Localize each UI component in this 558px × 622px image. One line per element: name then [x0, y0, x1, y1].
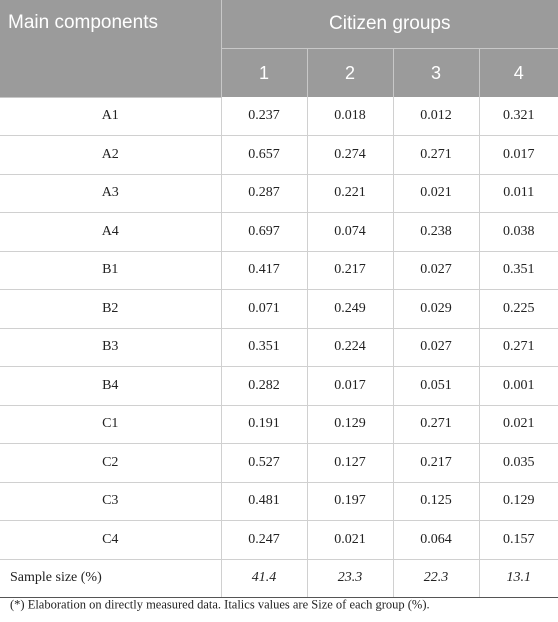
row-label: B2 — [0, 290, 221, 329]
table-cell: 0.237 — [221, 97, 307, 136]
row-label: B4 — [0, 367, 221, 406]
table-cell: 0.274 — [307, 136, 393, 175]
table-cell: 0.224 — [307, 328, 393, 367]
sample-size-value: 41.4 — [221, 559, 307, 598]
table-cell: 0.127 — [307, 444, 393, 483]
table-row — [0, 328, 558, 367]
row-label: B3 — [0, 328, 221, 367]
table-cell: 0.249 — [307, 290, 393, 329]
table-cell: 0.021 — [307, 521, 393, 560]
table-row — [0, 174, 558, 213]
main-components-header: Main components — [0, 0, 221, 97]
table-header — [0, 0, 558, 97]
table-cell: 0.038 — [479, 213, 558, 252]
table-cell: 0.271 — [393, 136, 479, 175]
group-4-header: 4 — [479, 49, 558, 98]
sample-size-row — [0, 559, 558, 598]
table-cell: 0.197 — [307, 482, 393, 521]
citizen-groups-header: Citizen groups — [221, 0, 558, 49]
table-cell: 0.527 — [221, 444, 307, 483]
table-cell: 0.027 — [393, 328, 479, 367]
table-cell: 0.012 — [393, 97, 479, 136]
group-2-header: 2 — [307, 49, 393, 98]
table-cell: 0.221 — [307, 174, 393, 213]
group-3-header: 3 — [393, 49, 479, 98]
table-cell: 0.051 — [393, 367, 479, 406]
sample-size-value: 22.3 — [393, 559, 479, 598]
sample-size-label: Sample size (%) — [0, 559, 221, 598]
table-row — [0, 482, 558, 521]
row-label: A1 — [0, 97, 221, 136]
row-label: A4 — [0, 213, 221, 252]
table-cell: 0.217 — [307, 251, 393, 290]
table-cell: 0.238 — [393, 213, 479, 252]
table-row — [0, 367, 558, 406]
table-cell: 0.129 — [479, 482, 558, 521]
table-cell: 0.027 — [393, 251, 479, 290]
table-cell: 0.282 — [221, 367, 307, 406]
table-row — [0, 97, 558, 136]
sample-size-value: 23.3 — [307, 559, 393, 598]
table-cell: 0.017 — [307, 367, 393, 406]
table-cell: 0.481 — [221, 482, 307, 521]
table-row — [0, 405, 558, 444]
table-row — [0, 251, 558, 290]
table-cell: 0.125 — [393, 482, 479, 521]
table-cell: 0.225 — [479, 290, 558, 329]
table-cell: 0.697 — [221, 213, 307, 252]
row-label: A3 — [0, 174, 221, 213]
table-cell: 0.351 — [221, 328, 307, 367]
table-cell: 0.029 — [393, 290, 479, 329]
table-cell: 0.217 — [393, 444, 479, 483]
table-cell: 0.001 — [479, 367, 558, 406]
table-cell: 0.657 — [221, 136, 307, 175]
table-row — [0, 444, 558, 483]
table-cell: 0.021 — [479, 405, 558, 444]
table-row — [0, 290, 558, 329]
table-cell: 0.021 — [393, 174, 479, 213]
table-row — [0, 213, 558, 252]
table-cell: 0.018 — [307, 97, 393, 136]
table-row — [0, 136, 558, 175]
table-cell: 0.017 — [479, 136, 558, 175]
row-label: B1 — [0, 251, 221, 290]
table-cell: 0.035 — [479, 444, 558, 483]
table-cell: 0.351 — [479, 251, 558, 290]
sample-size-value: 13.1 — [479, 559, 558, 598]
table-cell: 0.287 — [221, 174, 307, 213]
row-label: A2 — [0, 136, 221, 175]
table-cell: 0.074 — [307, 213, 393, 252]
table-footnote: (*) Elaboration on directly measured data. Italics values are Size of each group (%). — [10, 597, 430, 612]
table-cell: 0.071 — [221, 290, 307, 329]
table-cell: 0.417 — [221, 251, 307, 290]
table-cell: 0.271 — [479, 328, 558, 367]
group-1-header: 1 — [221, 49, 307, 98]
table-cell: 0.191 — [221, 405, 307, 444]
table-row — [0, 521, 558, 560]
table-cell: 0.247 — [221, 521, 307, 560]
table-body — [0, 97, 558, 598]
row-label: C2 — [0, 444, 221, 483]
row-label: C1 — [0, 405, 221, 444]
table-cell: 0.011 — [479, 174, 558, 213]
row-label: C4 — [0, 521, 221, 560]
table-cell: 0.064 — [393, 521, 479, 560]
table-cell: 0.271 — [393, 405, 479, 444]
table-cell: 0.321 — [479, 97, 558, 136]
row-label: C3 — [0, 482, 221, 521]
table-cell: 0.129 — [307, 405, 393, 444]
table-cell: 0.157 — [479, 521, 558, 560]
